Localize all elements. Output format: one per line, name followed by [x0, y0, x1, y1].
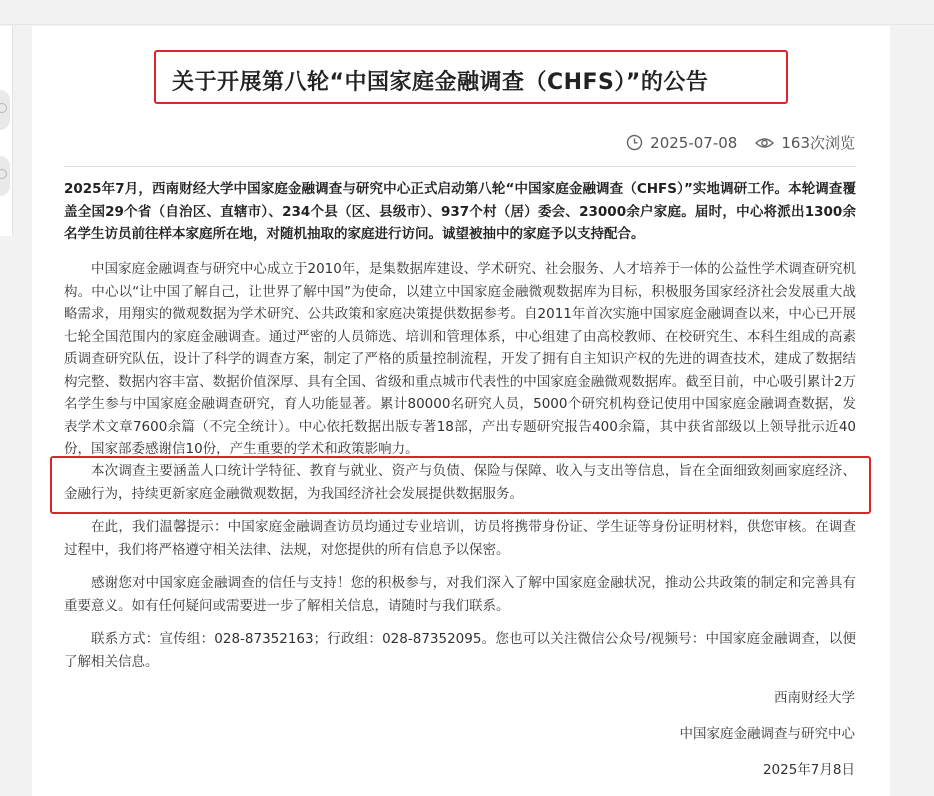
article-card: [32, 26, 890, 796]
scope-paragraph: 本次调查主要涵盖人口统计学特征、教育与就业、资产与负债、保险与保障、收入与支出等信息，旨在全面细致刻画家庭经济、金融行为，持续更新家庭金融微观数据，为我国经济社会发展提供数据服务。: [64, 463, 856, 502]
signature-date: 2025年7月8日: [762, 762, 855, 778]
circle-icon: [0, 103, 7, 113]
eye-icon: [755, 136, 774, 150]
tip-paragraph: 在此，我们温馨提示：中国家庭金融调查访员均通过专业培训，访员将携带身份证、学生证等身份证明材料，供您审核。在调查过程中，我们将严格遵守相关法律、法规，对您提供的所有信息予以保密。: [64, 519, 856, 558]
article-meta: [626, 132, 855, 153]
circle-icon: [0, 169, 7, 179]
signature-org: 西南财经大学: [774, 690, 855, 706]
side-like-button[interactable]: [0, 156, 10, 196]
view-count: 163次浏览: [781, 134, 855, 152]
browser-top-strip: [0, 0, 934, 25]
contact-paragraph: 联系方式：宣传组：028-87352163；行政组：028-87352095。您也可以关注微信公众号/视频号：中国家庭金融调查，以便了解相关信息。: [64, 631, 856, 670]
page-title: 关于开展第八轮“中国家庭金融调查（CHFS）”的公告: [172, 70, 709, 95]
left-side-rail: [0, 26, 13, 236]
signature-center: 中国家庭金融调查与研究中心: [679, 726, 855, 742]
intro-paragraph: 2025年7月，西南财经大学中国家庭金融调查与研究中心正式启动第八轮“中国家庭金融调查（CHFS）”实地调研工作。本轮调查覆盖全国29个省（自治区、直辖市）、234个县（区、县级市）、937个村（居）委会、23000余户家庭。届时，中心将派出1300余名学生访员前往样本家庭所在地，对随机抽取的家庭进行访问。诚望被抽中的家庭予以支持配合。: [64, 181, 856, 242]
clock-icon: [626, 134, 643, 151]
publish-date: 2025-07-08: [650, 133, 738, 152]
divider: [64, 166, 856, 167]
about-paragraph: 中国家庭金融调查与研究中心成立于2010年，是集数据库建设、学术研究、社会服务、人才培养于一体的公益性学术调查研究机构。中心以“让中国了解自己，让世界了解中国”为使命，以建立中国家庭金融微观数据库为目标，积极服务国家经济社会发展重大战略需求，用翔实的微观数据为学术研究、公共政策和家庭决策提供数据参考。自2011年首次实施中国家庭金融调查以来，中心已开展七轮全国范围内的家庭金融调查。通过严密的人员筛选、培训和管理体系，中心组建了由高校教师、在校研究生、本科生组成的高素质调查研究队伍，设计了科学的调查方案，制定了严格的质量控制流程，开发了拥有自主知识产权的先进的调查技术，建成了数据结构完整、数据内容丰富、数据价值深厚、具有全国、省级和重点城市代表性的中国家庭金融微观数据库。截至目前，中心吸引累计2万名学生参与中国家庭金融调查研究，育人功能显著。累计80000名研究人员，5000个研究机构登记使用中国家庭金融调查数据，发表学术文章7600余篇（不完全统计）。中心依托数据出版专著18部，产出专题研究报告400余篇，其中获省部级以上领导批示近40份，国家部委感谢信10份，产生重要的学术和政策影响力。: [64, 261, 856, 457]
thanks-paragraph: 感谢您对中国家庭金融调查的信任与支持！您的积极参与，对我们深入了解中国家庭金融状况，推动公共政策的制定和完善具有重要意义。如有任何疑问或需要进一步了解相关信息，请随时与我们联系。: [64, 575, 856, 614]
side-share-button[interactable]: [0, 90, 10, 130]
